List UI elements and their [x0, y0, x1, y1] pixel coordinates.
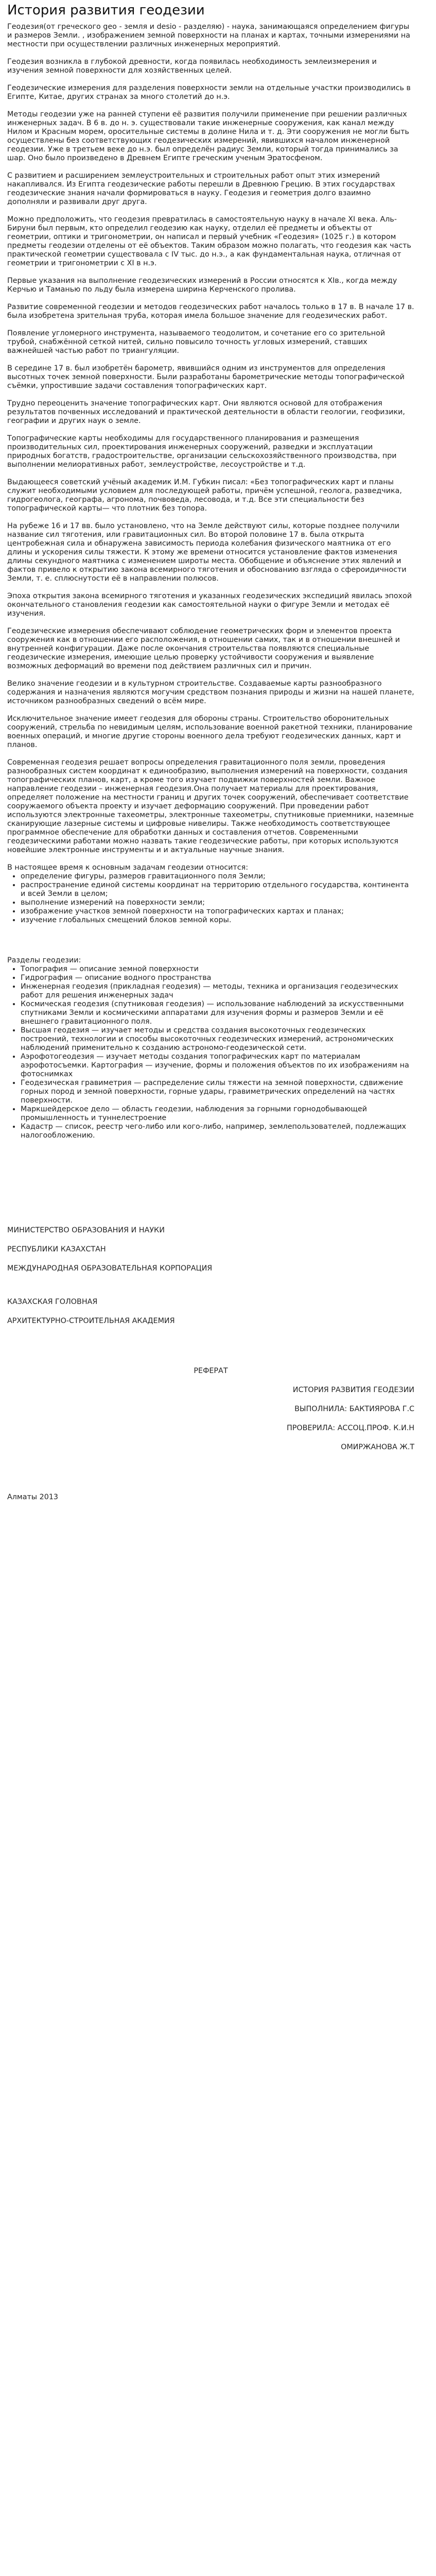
body-paragraph: Геодезические измерения для разделения поверхности земли на отдельные участки производились в Египте, Китае, других странах за много столетий до н.э. — [7, 84, 411, 101]
body-paragraph: Можно предположить, что геодезия превратилась в самостоятельную науку в начале XI века. Аль-Бируни был первым, кто определил геодезию как науку, отделил её предметы и объекты от геометрии, оптики и тригонометрии, он написал и первый учебник «Геодезия» (1025 г.) в котором предметы геодезии отделены от её объектов. Таким образом можно полагать, что геодезия как часть практической геометрии существовала с IV тыс. до н.э., а как фундаментальная наука, отличная от геометрии и тригонометрии с XI в н.э. — [7, 215, 411, 267]
tasks-intro: В настоящее время к основным задачам геодезии относится: — [7, 863, 249, 872]
section-list-item: • Геодезическая гравиметрия — распределение силы тяжести на земной поверхности, сдвижение горных пород и земной поверхности, горные удары, гравиметрических определений на частях поверхности. — [21, 1079, 414, 1105]
body-paragraph: Современная геодезия решает вопросы определения гравитационного поля земли, проведения разнообразных систем координат к единообразию, выполнения измерений на поверхности, создания топографических планов, карт, а кроме того изучает подвижки поверхностей земли. Важное направление геодезии – инженерная геодезия.Она получает материалы для проектирования, определяет положение на местности границ и других точек сооружений, обеспечивает соответствие сооружаемого объекта проекту и изучает деформацию сооружений. При проведении работ используются электронные тахеометры, электронные тахеометры, спутниковые приемники, наземные сканирующие лазерные системы и цифровые нивелиры. Также необходимость соответствующее программное обеспечение для обработки данных и составления отчетов. Современными геодезическими работами можно назвать такие геодезические работы, при которых используются новейшие электронные инструменты и и актуальные научные знания. — [7, 758, 414, 854]
body-paragraph: Геодезия(от греческого geo - земля и desio - разделяю) - наука, занимающаяся определением фигуры и размеров Земли. , изображением земной поверхности на планах и картах, точными измерениями на местности при осуществлении различных инженерных мероприятий. — [7, 23, 410, 48]
section-list-item: • Инженерная геодезия (прикладная геодезия) — методы, техника и организация геодезических работ для решения инженерных задач — [21, 982, 414, 1000]
cover-author: ВЫПОЛНИЛА: БАКТИЯРОВА Г.С — [294, 1405, 414, 1413]
section-list-item: • Кадастр — список, реестр чего-либо или кого-либо, например, землепользователей, подлежащих налогообложению. — [21, 1123, 414, 1140]
body-paragraph: Первые указания на выполнение геодезических измерений в России относятся к XIв., когда между Керчью и Таманью по льду была измерена ширина Керченского пролива. — [7, 277, 397, 294]
section-list-item: • Топография — описание земной поверхности — [21, 965, 414, 974]
task-list-item: • определение фигуры, размеров гравитационного поля Земли; — [21, 872, 414, 881]
body-paragraph: На рубеже 16 и 17 вв. было установлено, что на Земле действуют силы, которые позднее получили название сил тяготения, или гравитационных сил. Во второй половине 17 в. была открыта центробежная сила и обнаружена зависимость периода колебания физического маятника от его длины и ускорения силы тяжести. К этому же времени относится установление фактов изменения длины секундного маятника с изменением широты места. Обобщение и объяснение этих явлений и фактов привело к открытию закона всемирного тяготения и обоснованию взгляда о сфероидичности Земли, т. е. сплюснутости её в направлении полюсов. — [7, 522, 407, 583]
body-paragraph: Трудно переоценить значение топографических карт. Они являются основой для отображения результатов почвенных исследований и практической деятельности в области геологии, геофизики, географии и других наук о земле. — [7, 399, 405, 425]
task-list-item: • изображение участков земной поверхности на топографических картах и планах; — [21, 907, 414, 916]
cover-academy: АРХИТЕКТУРНО-СТРОИТЕЛЬНАЯ АКАДЕМИЯ — [7, 1317, 175, 1325]
cover-republic: РЕСПУБЛИКИ КАЗАХСТАН — [7, 1245, 106, 1253]
body-paragraphs — [7, 23, 414, 855]
body-paragraph: Геодезия возникла в глубокой древности, когда появилась необходимость землеизмерения и изучения земной поверхности для хозяйственных целей. — [7, 58, 377, 75]
section-list-item: • Маркшейдерское дело — область геодезии, наблюдения за горными горнодобывающей промышленность и туннелестроение — [21, 1105, 414, 1123]
body-paragraph: Велико значение геодезии и в культурном строительстве. Создаваемые карты разнообразного содержания и назначения являются могучим средством познания природы и жизни на нашей планете, источником разнообразных сведений о всём мире. — [7, 680, 414, 705]
sections-list — [7, 965, 414, 1140]
cover-signatures — [7, 1386, 414, 1452]
section-list-item: • Космическая геодезия (спутниковая геодезия) — использование наблюдений за искусственными спутниками Земли и космическими аппаратами для изучения формы и размеров Земли и её внешнего гравитационного поля. — [21, 1000, 414, 1026]
body-paragraph: Геодезические измерения обеспечивают соблюдение геометрических форм и элементов проекта сооружения как в отношении его расположения, в отношении самих, так и в отношении внешней и внутренней конфигурации. Даже после окончания строительства появляются специальные геодезические измерения, имеющие целью проверку устойчивости сооружения и выявление возможных деформаций во времени под действием различных сил и причин. — [7, 627, 400, 670]
task-list-item: • распространение единой системы координат на территорию отдельного государства, континента и всей Земли в целом; — [21, 881, 414, 899]
section-list-item: • Высшая геодезия — изучает методы и средства создания высокоточных геодезических построений, технологии и способы высокоточных геодезических измерений, астрономических наблюдений применительно к созданию астрономо-геодезической сети. — [21, 1026, 414, 1053]
task-list-item: • изучение глобальных смещений блоков земной коры. — [21, 916, 414, 925]
body-paragraph: Топографические карты необходимы для государственного планирования и размещения производительных сил, проектирования инженерных сооружений, разведки и эксплуатации природных богатств, градостроительстве, организации сельскохозяйственного производства, при выполнении мелиоративных работ, землеустройстве, лесоустройстве и т.д. — [7, 434, 397, 469]
cover-topic: ИСТОРИЯ РАЗВИТИЯ ГЕОДЕЗИИ — [292, 1386, 414, 1394]
cover-ministry: МИНИСТЕРСТВО ОБРАЗОВАНИЯ И НАУКИ — [7, 1226, 165, 1234]
body-paragraph: Развитие современной геодезии и методов геодезических работ началось только в 17 в. В начале 17 в. была изобретена зрительная труба, которая имела большое значение для геодезических работ. — [7, 303, 414, 320]
task-list-item: • выполнение измерений на поверхности земли; — [21, 899, 414, 907]
body-paragraph: Выдающееся советский учёный академик И.М. Губкин писал: «Без топографических карт и планы служит необходимыми условием для последующей работы, причём успешной, геолога, разведчика, гидрогеолога, географа, агронома, почвоведа, лесовода, и т.д. Все эти специальности без топографической карты— что плотник без топора. — [7, 478, 402, 513]
spacer — [7, 934, 414, 956]
tasks-list — [7, 872, 414, 925]
cover-doc-type: РЕФЕРАТ — [194, 1367, 228, 1375]
body-paragraph: В середине 17 в. был изобретён барометр, явившийся одним из инструментов для определения высотных точек земной поверхности. Были разработаны барометрические методы топографической съёмки, упростившие задачи составления топографических карт. — [7, 364, 405, 390]
sections-intro: Разделы геодезии: — [7, 956, 81, 964]
body-paragraph: Методы геодезии уже на ранней ступени её развития получили применение при решении различных инженерных задач. В 6 в. до н. э. существовали такие инженерные сооружения, как канал между Нилом и Красным морем, оросительные системы в долине Нила и т. д. Эти сооружения не могли быть осуществлены без соответствующих геодезических измерений, явившихся началом инженерной геодезии. Уже в третьем веке до н.э. был определён радиус Земли, который тогда принимались за шар. Оно было произведено в Древнем Египте греческим ученым Эратосфеном. — [7, 110, 409, 162]
cover-checker-name: ОМИРЖАНОВА Ж.Т — [341, 1443, 414, 1451]
page-title: История развития геодезии — [7, 3, 205, 18]
cover-checker: ПРОВЕРИЛА: АССОЦ.ПРОФ. К.И.Н — [286, 1424, 414, 1432]
cover-university: КАЗАХСКАЯ ГОЛОВНАЯ — [7, 1298, 98, 1306]
section-list-item: • Гидрография — описание водного пространства — [21, 974, 414, 982]
body-paragraph: Исключительное значение имеет геодезия для обороны страны. Строительство оборонительных сооружений, стрельба по невидимым целям, использование военной ракетной техники, планирование военных операций, и многие другие стороны военного дела требуют геодезических данных, карт и планов. — [7, 715, 413, 749]
body-paragraph: С развитием и расширением землеустроительных и строительных работ опыт этих измерений накапливался. Из Египта геодезические работы перешли в Древнюю Грецию. В этих государствах геодезические знания начали формироваться в науку. Геодезия и геометрия долго взаимно дополняли и развивали друг друга. — [7, 172, 395, 206]
section-list-item: • Аэрофотогеодезия — изучает методы создания топографических карт по материалам аэрофотосъемки. Картография — изучение, формы и положения объектов по их изображениям на фотоснимках — [21, 1053, 414, 1079]
body-paragraph: Появление угломерного инструмента, называемого теодолитом, и сочетание его со зрительной трубой, снабжённой сеткой нитей, сильно повысило точность угловых измерений, ставших важнейшей частью работ по триангуляции. — [7, 329, 386, 355]
cover-city-year: Алматы 2013 — [7, 1493, 59, 1501]
spacer — [7, 1149, 414, 1226]
body-paragraph: Эпоха открытия закона всемирного тяготения и указанных геодезических экспедиций явилась эпохой окончательного становления геодезии как самостоятельной науки о фигуре Земли и методах её изучения. — [7, 592, 412, 618]
cover-corporation: МЕЖДУНАРОДНАЯ ОБРАЗОВАТЕЛЬНАЯ КОРПОРАЦИЯ — [7, 1264, 213, 1273]
title-page — [7, 1226, 414, 1502]
